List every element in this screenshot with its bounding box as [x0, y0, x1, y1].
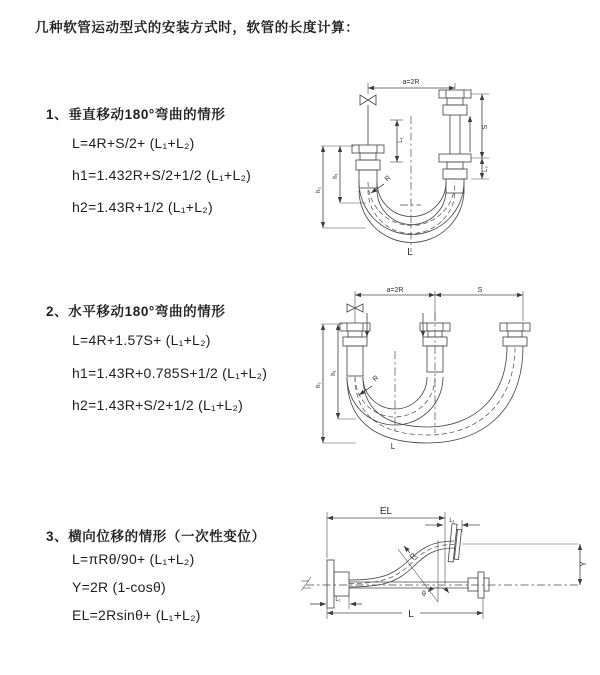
angle-label: θ	[422, 591, 426, 598]
fitting-right-dimension	[425, 518, 480, 532]
height-dimensions	[316, 146, 366, 228]
height-outer-label: h₂	[316, 187, 322, 193]
s-curve-hose	[349, 541, 455, 587]
width-dimension	[368, 79, 455, 94]
hose-length-label: L	[407, 247, 413, 258]
extended-length-label: EL	[379, 506, 393, 517]
fitting-right-label: L₁	[449, 518, 455, 524]
section-3-heading: 3、横向位移的情形（一次性变位）	[46, 529, 266, 544]
offset-dimension	[462, 544, 588, 585]
formula: h2=1.43R+1/2 (L₁+L₂)	[72, 199, 213, 215]
offset-label: Y	[579, 561, 588, 567]
fitting-left-dimension	[310, 596, 362, 609]
right-pipe	[450, 115, 460, 154]
formula: h2=1.43R+S/2+1/2 (L₁+L₂)	[72, 397, 244, 413]
left-flange-fitting	[352, 145, 384, 170]
diagram-vertical-travel-hose	[310, 70, 550, 265]
left-fitting-dimension	[390, 120, 404, 162]
fitting-right-label: L₂	[483, 166, 489, 172]
fitting-left-label: L₁	[335, 597, 341, 603]
hose-length-label: L	[390, 442, 396, 451]
section-1-heading: 1、垂直移动180°弯曲的情形	[46, 107, 226, 122]
hose-length-label: L	[408, 609, 414, 620]
height-inner-label: h₁	[333, 173, 339, 179]
centerline-icon	[301, 577, 311, 591]
bend-radius-label: R	[407, 551, 419, 562]
bend-radius-label: R	[383, 174, 393, 184]
valve-icon	[360, 95, 376, 145]
travel-label: S	[482, 124, 489, 130]
bend-radius-callout	[359, 375, 380, 395]
right-upper-flange-fitting	[439, 90, 471, 115]
right-flange-fitting	[500, 323, 530, 346]
width-label: a=2R	[386, 287, 404, 294]
centerline	[400, 116, 421, 252]
bend-radius-callout	[371, 175, 392, 193]
formula: h1=1.432R+S/2+1/2 (L₁+L₂)	[72, 167, 252, 183]
width-dimension	[355, 287, 523, 323]
travel-label: S	[477, 287, 483, 294]
section-2-heading: 2、水平移动180°弯曲的情形	[46, 304, 226, 319]
page-title: 几种软管运动型式的安装方式时，软管的长度计算：	[35, 20, 360, 35]
bend-radius-label: R	[371, 374, 381, 384]
left-flange-fitting	[340, 323, 370, 346]
formula: L=4R+1.57S+ (L₁+L₂)	[72, 332, 211, 348]
width-label: a=2R	[402, 79, 420, 86]
fitting-left-label: L₁	[398, 137, 404, 143]
formula: Y=2R (1-cosθ)	[72, 579, 166, 595]
formula: EL=2Rsinθ+ (L₁+L₂)	[72, 607, 201, 623]
hose-bend-arcs	[359, 182, 464, 243]
travel-dimension	[471, 94, 489, 158]
formula: h1=1.43R+0.785S+1/2 (L₁+L₂)	[72, 365, 268, 381]
formula: L=4R+S/2+ (L₁+L₂)	[72, 135, 195, 151]
formula: L=πRθ/90+ (L₁+L₂)	[72, 551, 195, 567]
diagram-lateral-offset-hose	[298, 498, 598, 646]
height-dimensions	[316, 324, 356, 443]
right-fitting-dimension	[471, 158, 489, 179]
height-inner-label: h₁	[331, 370, 337, 376]
upper-flange	[448, 524, 462, 563]
right-lower-flange-fitting	[439, 154, 471, 179]
diagram-horizontal-travel-hose	[310, 283, 560, 458]
hose-position-2-curves	[347, 346, 523, 443]
height-outer-label: h₂	[316, 382, 322, 388]
braided-hose-left	[347, 346, 363, 376]
hose-length-dimension	[327, 598, 483, 620]
